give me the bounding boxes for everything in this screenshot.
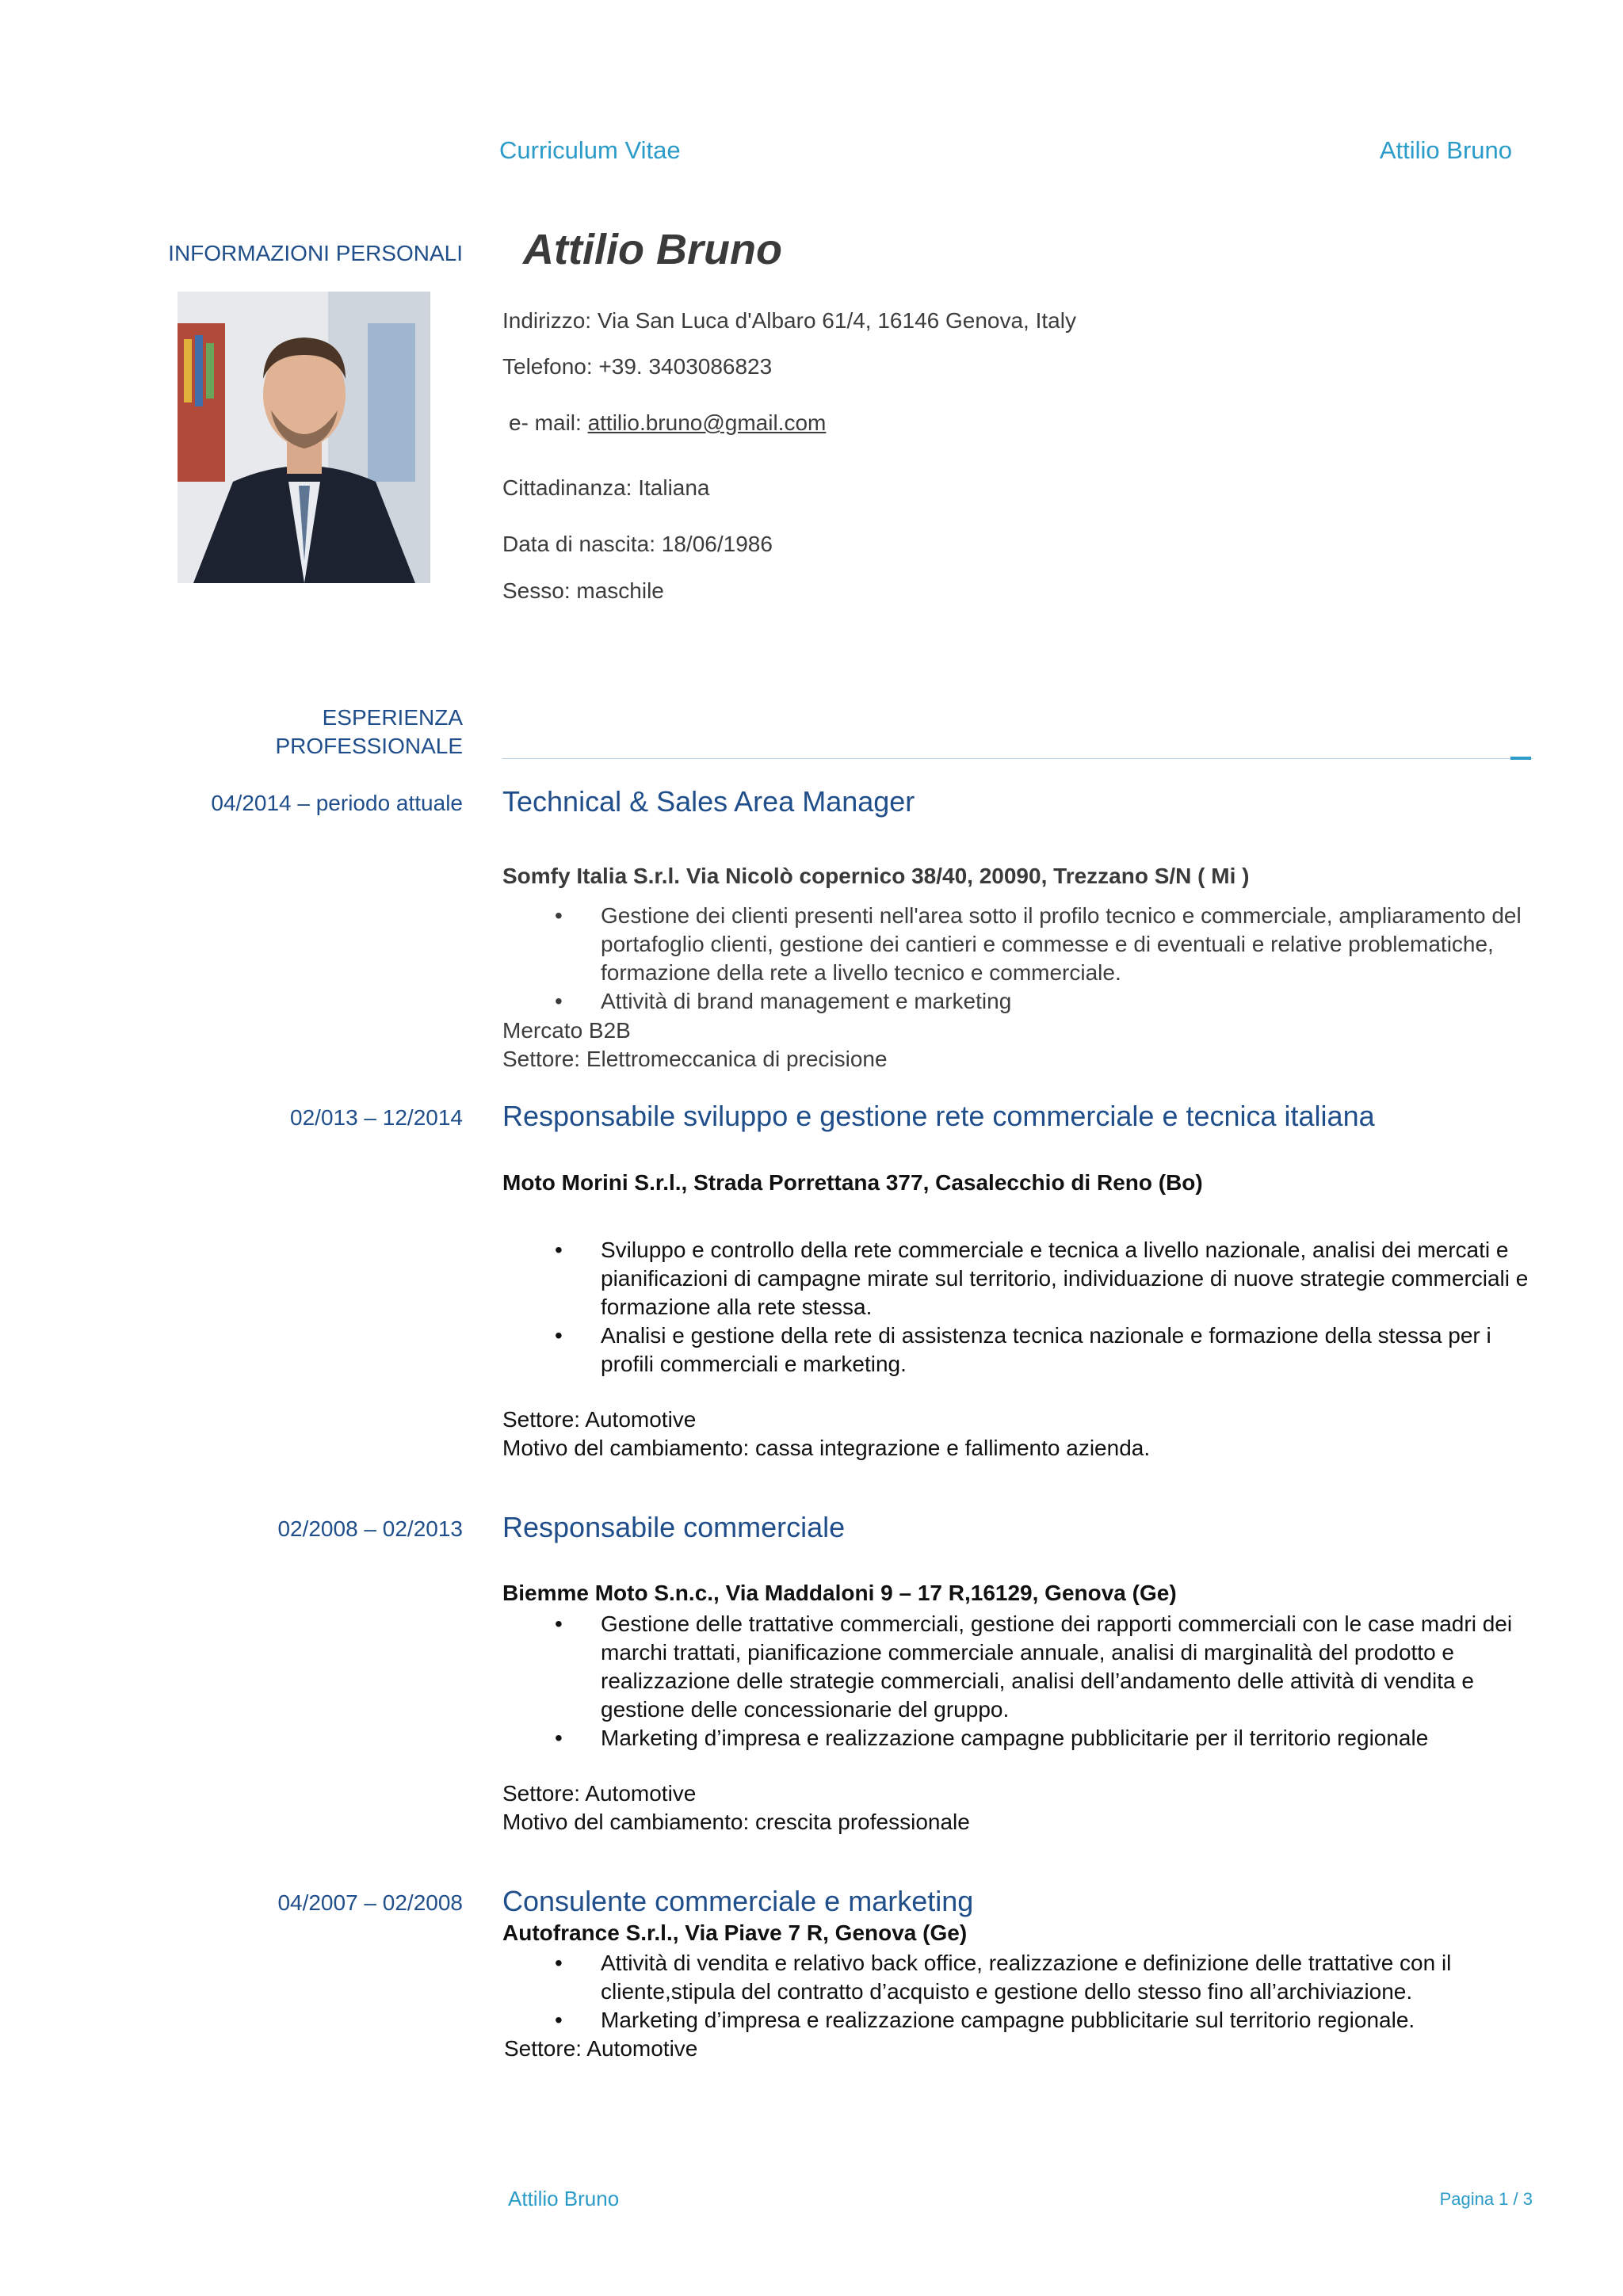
job-dates: 02/2008 – 02/2013 <box>277 1516 463 1541</box>
candidate-name: Attilio Bruno <box>523 226 782 273</box>
list-item: • Gestione dei clienti presenti nell'area sotto il profilo tecnico e commerciale, ampliaramento del portafoglio clienti, gestione dei cantieri e commesse e di eventuali e relative problematiche, formazione della rete a livello tecnico e commerciale. <box>555 903 1522 985</box>
sex: Sesso: maschile <box>502 578 664 603</box>
list-item: • Attività di brand management e marketing <box>555 989 1012 1013</box>
experience-label-line1: ESPERIENZA <box>322 705 463 730</box>
job-note: Settore: Elettromeccanica di precisione <box>502 1047 888 1071</box>
experience-label-line2: PROFESSIONALE <box>275 734 463 758</box>
job-dates: 02/013 – 12/2014 <box>290 1105 463 1130</box>
job-company: Moto Morini S.r.l., Strada Porrettana 377, Casalecchio di Reno (Bo) <box>502 1170 1203 1195</box>
job-bullets <box>502 1949 1533 2035</box>
job-dates: 04/2014 – periodo attuale <box>211 791 463 815</box>
job-note: Settore: Automotive <box>502 1781 697 1806</box>
birth-date: Data di nascita: 18/06/1986 <box>502 532 773 556</box>
email-prefix: e- mail: <box>509 410 588 435</box>
job-company: Biemme Moto S.n.c., Via Maddaloni 9 – 17 R,16129, Genova (Ge) <box>502 1581 1177 1605</box>
job-note: Motivo del cambiamento: crescita professionale <box>502 1810 970 1834</box>
list-item: • Sviluppo e controllo della rete commerciale e tecnica a livello nazionale, analisi dei mercati e pianificazioni di campagne mirate sul territorio, individuazione di nuove strategie commerciali e formazione alla rete stessa. <box>555 1238 1529 1319</box>
job-company: Autofrance S.r.l., Via Piave 7 R, Genova (Ge) <box>502 1920 968 1945</box>
citizenship: Cittadinanza: Italiana <box>502 475 710 500</box>
list-item: • Attività di vendita e relativo back office, realizzazione e definizione delle trattative con il cliente,stipula del contratto d’acquisto e gestione dello stesso fino all’archiviazione. <box>555 1951 1452 2004</box>
section-divider <box>502 758 1533 759</box>
list-item: • Marketing d’impresa e realizzazione campagne pubblicitarie per il territorio regionale <box>555 1726 1429 1750</box>
job-bullets <box>502 1610 1533 1753</box>
experience-label <box>275 704 463 761</box>
section-divider-mark <box>1510 757 1531 760</box>
job-title: Responsabile sviluppo e gestione rete commerciale e tecnica italiana <box>502 1100 1375 1132</box>
job-company: Somfy Italia S.r.l. Via Nicolò copernico 38/40, 20090, Trezzano S/N ( Mi ) <box>502 864 1250 888</box>
list-item: • Gestione delle trattative commerciali, gestione dei rapporti commerciali con le case madri dei marchi trattati, pianificazione commerciale annuale, analisi di marginalità del prodotto e realizzazione delle strategie commerciali, analisi dell’andamento delle attività di vendita e gestione delle concessionarie del gruppo. <box>555 1611 1513 1722</box>
job-title: Technical & Sales Area Manager <box>502 785 915 818</box>
page-number: Pagina 1 / 3 <box>1439 2189 1533 2209</box>
list-item: • Marketing d’impresa e realizzazione campagne pubblicitarie sul territorio regionale. <box>555 2008 1415 2032</box>
header-name: Attilio Bruno <box>1379 136 1512 164</box>
email-link[interactable]: attilio.bruno@gmail.com <box>587 410 827 435</box>
address: Indirizzo: Via San Luca d'Albaro 61/4, 16146 Genova, Italy <box>502 308 1076 333</box>
job-bullets <box>502 1236 1533 1379</box>
job-note: Settore: Automotive <box>504 2036 698 2061</box>
job-note: Motivo del cambiamento: cassa integrazione e fallimento azienda. <box>502 1436 1151 1460</box>
personal-info-label: INFORMAZIONI PERSONALI <box>168 241 463 265</box>
profile-photo <box>178 292 430 583</box>
job-bullets <box>502 902 1533 1016</box>
job-title: Consulente commerciale e marketing <box>502 1885 974 1917</box>
footer-name: Attilio Bruno <box>508 2187 620 2210</box>
job-note: Mercato B2B <box>502 1018 631 1043</box>
header-title: Curriculum Vitae <box>499 136 681 164</box>
job-dates: 04/2007 – 02/2008 <box>277 1890 463 1915</box>
job-title: Responsabile commerciale <box>502 1511 846 1543</box>
email-line <box>509 410 826 436</box>
job-note: Settore: Automotive <box>502 1407 697 1432</box>
phone: Telefono: +39. 3403086823 <box>502 354 773 379</box>
list-item: • Analisi e gestione della rete di assistenza tecnica nazionale e formazione della stessa per i profili commerciali e marketing. <box>555 1323 1491 1376</box>
